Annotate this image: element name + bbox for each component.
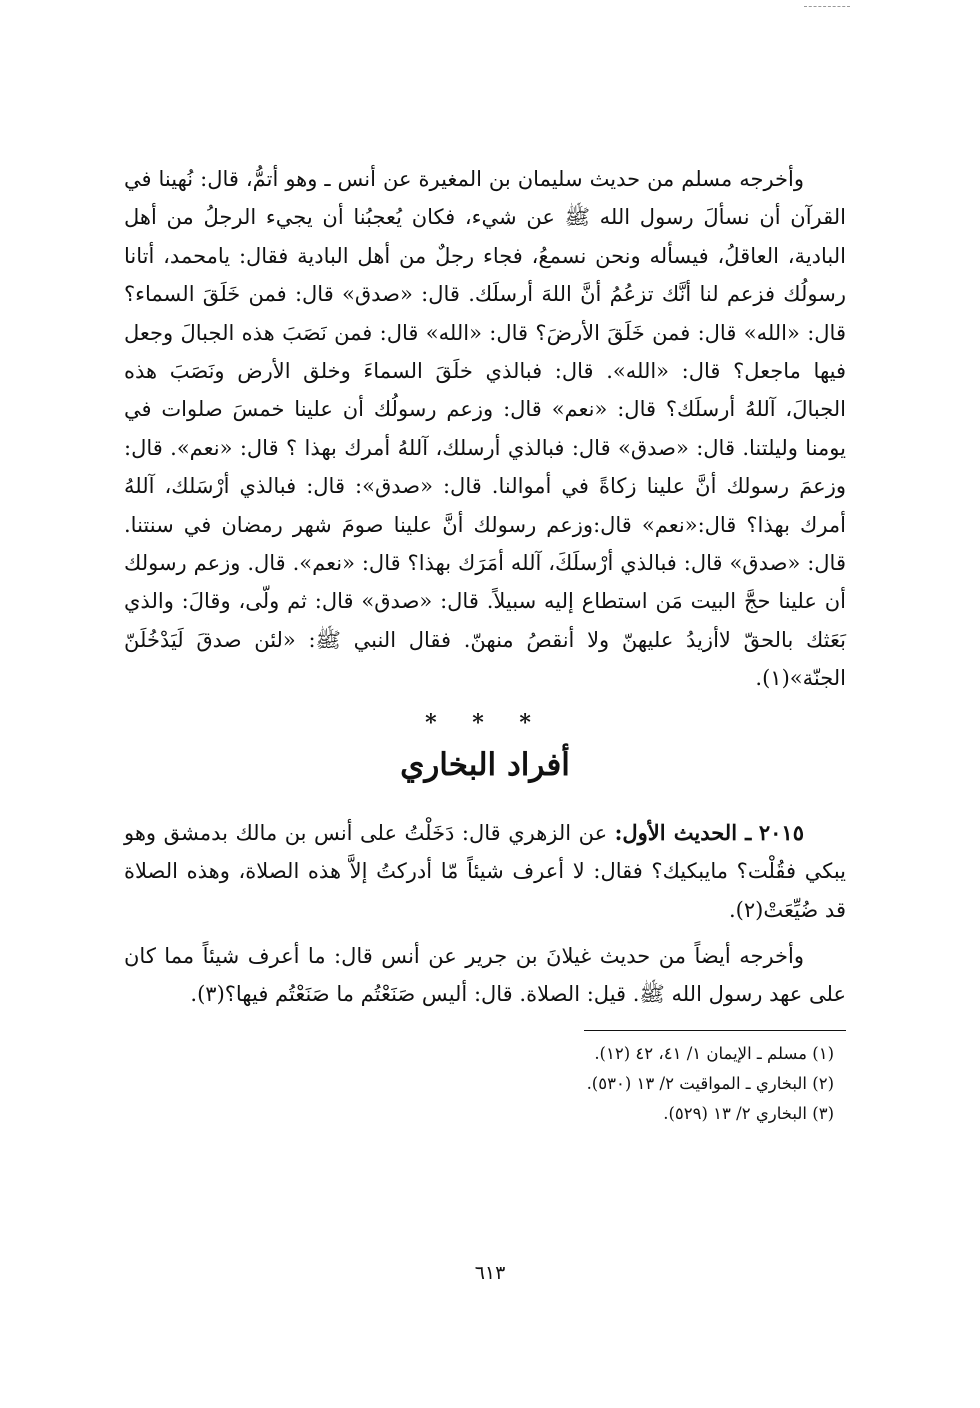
section-separator: * * * xyxy=(425,709,545,736)
footnote-2: (٢) البخاري ـ المواقيت ٢/ ١٣ (٥٣٠). xyxy=(586,1073,834,1093)
section-title: أفراد البخاري xyxy=(400,746,570,783)
additional-narration: وأخرجه أيضاً من حديث غيلانَ بن جرير عن أنس قال: ما أعرف شيئاً مما كان على عهد رسول الله ﷺ. قيل: الصلاة. قال: أليس صَنَعْتُم ما صَنَعْتُم فيها؟(٣). xyxy=(124,943,846,1007)
hadith-paragraph xyxy=(124,814,846,929)
narration-paragraph: وأخرجه مسلم من حديث سليمان بن المغيرة عن أنس ـ وهو أتمُّ، قال: نُهينا في القرآن أن نسألَ رسول الله ﷺ عن شيء، فكان يُعجبُنا أن يجيء الرجلُ من أهل البادية، العاقلُ، فيسأله ونحن نسمعُ، فجاء رجلٌ من أهل البادية فقال: يامحمد، أتانا رسولُك فزعم لنا أنَّك تزعُمُ أنَّ اللهَ أرسلَك. قال: «صدق» قال: فمن خَلَقَ السماء؟ قال: «الله» قال: فمن خَلَقَ الأرضَ؟ قال: «الله» قال: فمن نَصَبَ هذه الجبالَ وجعل فيها ماجعل؟ قال: «الله». قال: فبالذي خلَقَ السماءَ وخلق الأرض ونَصَبَ هذه الجبالَ، آللهُ أرسلَك؟ قال: «نعم» قال: وزعم رسولُك أن علينا خمسَ صلوات في يومنا وليلتنا. قال: «صدق» قال: فبالذي أرسلك، آللهُ أمرك بهذا ؟ قال: «نعم». قال: وزعمَ رسولك أنَّ علينا زكاةً في أموالنا. قال: «صدق»: قال: فبالذي أرْسَلك، آللهُ أمرك بهذا؟ قال:«نعم» قال:وزعم رسولك أنَّ علينا صومَ شهر رمضان في سنتنا. قال: «صدق» قال: فبالذي أرْسلَكَ، آلله أمَرَك بهذا؟ قال: «نعم». قال. وزعم رسولك أن علينا حجَّ البيت مَن استطاع إليه سبيلاً. قال: «صدق» قال: ثم ولّى، وقالَ: والذي بَعَثك بالحقّ لاأزيدُ عليهنّ ولا أنقصُ منهنّ. فقال النبي ﷺ: «لئن صدقَ لَيَدْخُلَنّ الجنّة»(١). xyxy=(124,167,846,691)
footnote-rule xyxy=(584,1030,846,1031)
top-dashed-rule xyxy=(804,6,850,7)
hadith-text: عن الزهري قال: دَخَلْتُ على أنس بن مالك بدمشق وهو يبكي فقُلْت؟ مايبكيك؟ فقال: لا أعرف شيئاً مّا أدركتُ إلاَّ هذه الصلاة، وهذه الصلاة قد ضُيِّعَتْ(٢). xyxy=(124,820,846,922)
page-number: ٦١٣ xyxy=(474,1262,506,1284)
footnotes xyxy=(124,1039,846,1129)
page-body xyxy=(124,160,846,1129)
footnote-3: (٣) البخاري ٢/ ١٣ (٥٢٩). xyxy=(663,1103,834,1123)
hadith-label: ـ الحديث الأول: xyxy=(614,819,752,845)
footnote-1: (١) مسلم ـ الإيمان ١/ ٤١، ٤٢ (١٢). xyxy=(594,1043,834,1063)
hadith-number: ٢٠١٥ xyxy=(758,819,804,845)
